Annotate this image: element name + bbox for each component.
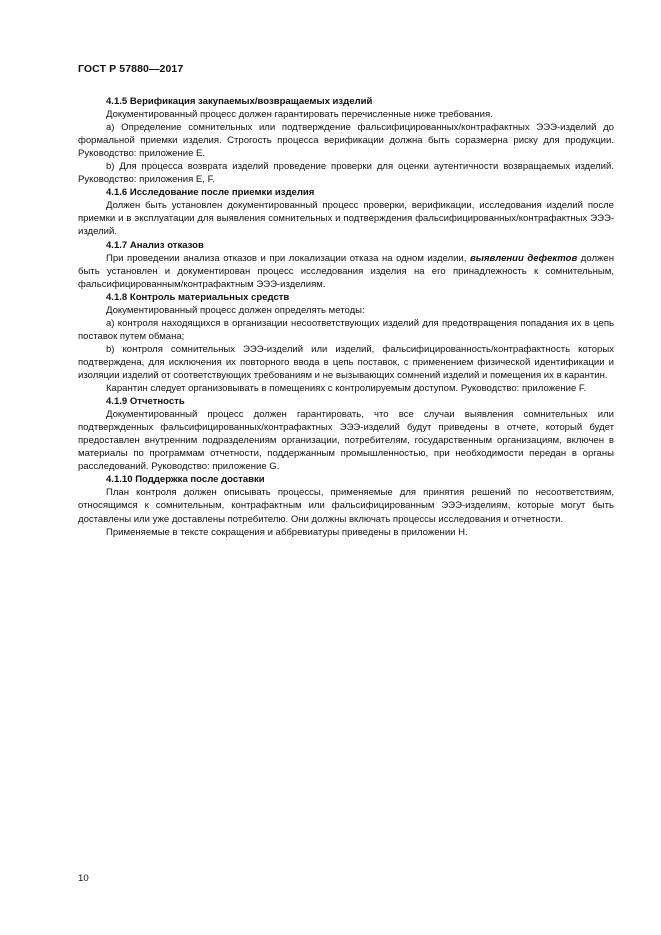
paragraph: b) Для процесса возврата изделий проведение проверки для оценки аутентичности возвращаемых изделий. Руководство: приложения Е, F. — [78, 161, 614, 186]
section-heading-4-1-5: 4.1.5 Верификация закупаемых/возвращаемых изделий — [106, 96, 373, 107]
paragraph: Документированный процесс должен гарантировать, что все случаи выявления сомнительных или подтвержденных фальсифицированных/контрафактных ЭЭЭ-изделий будут приведены в отчете, который будет предоставлен внутренним подразделениям организации, потребителям, государственным организациям, включен в материалы по программам отчетности, поддержанным промышленностью, при необходимости передан в органы расследований. Руководство: приложение G. — [78, 409, 614, 473]
section-heading-4-1-10: 4.1.10 Поддержка после доставки — [106, 474, 265, 486]
document-header: ГОСТ Р 57880—2017 — [78, 63, 184, 75]
text-run: При проведении анализа отказов и при локализации отказа на одном изделии, — [106, 252, 470, 264]
section-heading-4-1-6: 4.1.6 Исследование после приемки изделия — [106, 187, 315, 199]
paragraph — [78, 252, 614, 291]
section-heading-4-1-7: 4.1.7 Анализ отказов — [106, 239, 204, 251]
page-number: 10 — [78, 873, 89, 884]
emphasized-term: выявлении дефектов — [469, 252, 578, 264]
document-body — [78, 95, 614, 539]
paragraph: a) контроля находящихся в организации несоответствующих изделий для предотвращения попадания их в цепь поставок путем обмана; — [78, 317, 614, 342]
paragraph: План контроля должен описывать процессы, применяемые для принятия решений по несоответствиям, относящимся к сомнительным, контрафактным или фальсифицированным ЭЭЭ-изделиям, которые могут быть доставлены или уже доставлены потребителю. Они должны включать процессы исследования и отчетности. — [78, 487, 614, 525]
text-run: должен быть установлен и документирован процесс исследования изделия на его принадлежность к сомнительным, фальсифицированным/контрафактным ЭЭЭ-изделиям. — [78, 252, 614, 290]
section-heading-4-1-9: 4.1.9 Отчетность — [106, 396, 185, 408]
paragraph: Документированный процесс должен гарантировать перечисленные ниже требования. — [106, 109, 493, 121]
paragraph: Применяемые в тексте сокращения и аббревиатуры приведены в приложении Н. — [106, 526, 468, 538]
paragraph: Карантин следует организовывать в помещениях с контролируемым доступом. Руководство: приложение F. — [106, 383, 587, 395]
paragraph: Документированный процесс должен определять методы: — [106, 304, 365, 316]
paragraph: Должен быть установлен документированный процесс проверки, верификации, исследования изделий после приемки и в эксплуатации для выявления сомнительных и подтверждения фальсифицированных/контрафактных ЭЭЭ-изделий. — [78, 200, 614, 238]
paragraph: b) контроля сомнительных ЭЭЭ-изделий или изделий, фальсифицированность/контрафактность которых подтверждена, для исключения их повторного ввода в цепь поставок, с применением физической идентификации и изоляции изделий от соответствующих требованиям и не вызывающих сомнений изделий и помещения их в карантин. — [78, 343, 614, 381]
section-heading-4-1-8: 4.1.8 Контроль материальных средств — [106, 291, 290, 303]
paragraph: a) Определение сомнительных или подтверждение фальсифицированных/контрафактных ЭЭЭ-изделий до формальной приемки изделия. Строгость процесса верификации должна быть соразмерна риску для продукции. Руководство: приложение Е. — [78, 122, 614, 160]
